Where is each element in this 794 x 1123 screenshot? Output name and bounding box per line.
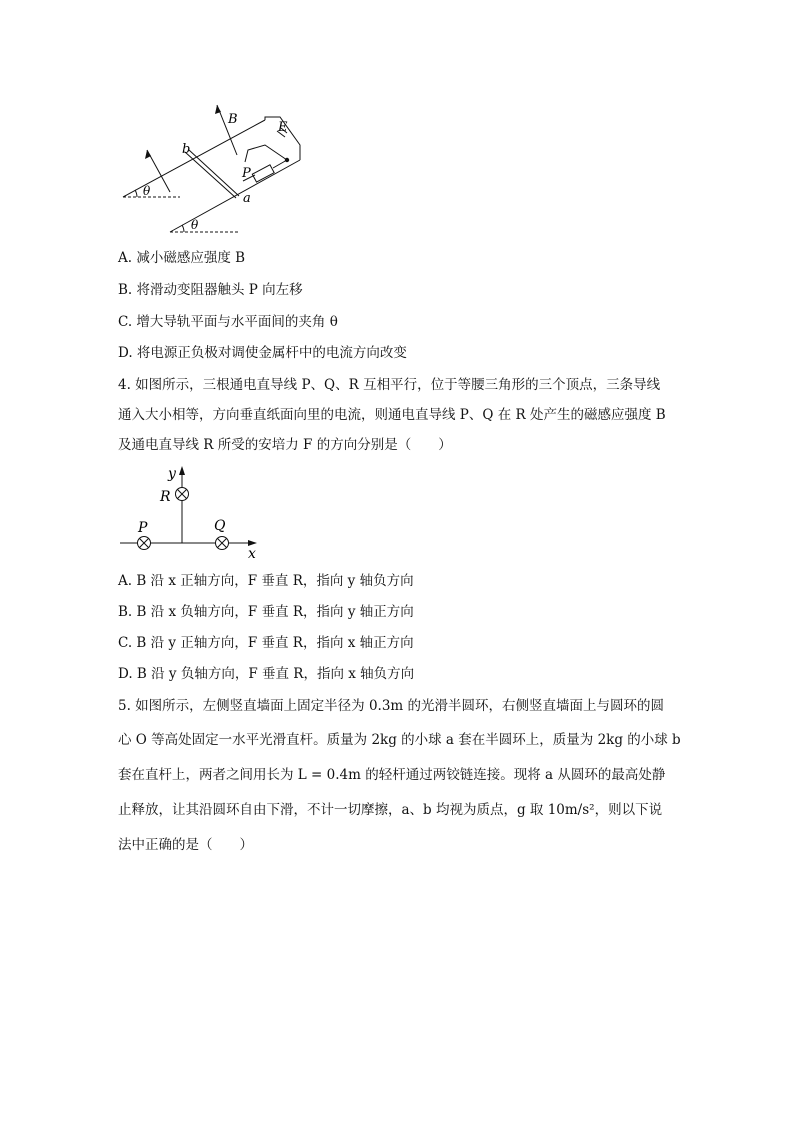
q3-option-d: D. 将电源正负极对调使金属杆中的电流方向改变 — [118, 345, 407, 361]
q4-line-3: 及通电直导线 R 所受的安培力 F 的方向分别是（ ） — [118, 437, 452, 453]
q5-line-1: 5. 如图所示，左侧竖直墙面上固定半径为 0.3m 的光滑半圆环，右侧竖直墙面上与圆环的圆 — [118, 698, 665, 714]
q4-option-b: B. B 沿 x 负轴方向，F 垂直 R，指向 y 轴正方向 — [118, 604, 414, 620]
q4-line-2: 通入大小相等，方向垂直纸面向里的电流，则通电直导线 P、Q 在 R 处产生的磁感应强度 B — [118, 407, 666, 423]
wire-label-R: R — [160, 489, 171, 505]
q5-line-5: 法中正确的是（ ） — [118, 837, 253, 853]
label-a: a — [243, 191, 251, 206]
q3-option-c: C. 增大导轨平面与水平面间的夹角 θ — [118, 314, 338, 330]
q4-line-1: 4. 如图所示，三根通电直导线 P、Q、R 互相平行，位于等腰三角形的三个顶点，三条导线 — [118, 377, 661, 393]
q4-option-d: D. B 沿 y 负轴方向，F 垂直 R，指向 x 轴负方向 — [118, 666, 415, 682]
q5-line-3: 套在直杆上，两者之间用长为 L = 0.4m 的轻杆通过两铰链连接。现将 a 从圆环的最高处静 — [118, 767, 666, 783]
rail-circuit-figure — [115, 95, 315, 240]
axis-label-x: x — [248, 546, 256, 562]
label-b: b — [182, 142, 191, 157]
label-theta-1: θ — [143, 184, 151, 198]
wire-label-P: P — [138, 520, 148, 536]
q4-option-c: C. B 沿 y 正轴方向，F 垂直 R，指向 x 轴正方向 — [118, 635, 414, 651]
q5-line-4: 止释放，让其沿圆环自由下滑，不计一切摩擦，a、b 均视为质点，g 取 10m/s²，则以下说 — [118, 802, 663, 818]
q3-option-b: B. 将滑动变阻器触头 P 向左移 — [118, 282, 303, 298]
q5-line-2: 心 O 等高处固定一水平光滑直杆。质量为 2kg 的小球 a 套在半圆环上，质量为 2kg 的小球 b — [118, 732, 681, 748]
wires-axes-figure — [118, 462, 268, 562]
label-theta-2: θ — [191, 218, 199, 232]
axis-label-y: y — [168, 466, 176, 482]
wire-label-Q: Q — [214, 518, 226, 534]
label-P: P — [242, 166, 251, 181]
label-E: E — [278, 120, 288, 135]
q3-option-a: A. 减小磁感应强度 B — [118, 250, 246, 266]
q4-option-a: A. B 沿 x 正轴方向，F 垂直 R，指向 y 轴负方向 — [118, 573, 414, 589]
label-B: B — [228, 112, 238, 127]
